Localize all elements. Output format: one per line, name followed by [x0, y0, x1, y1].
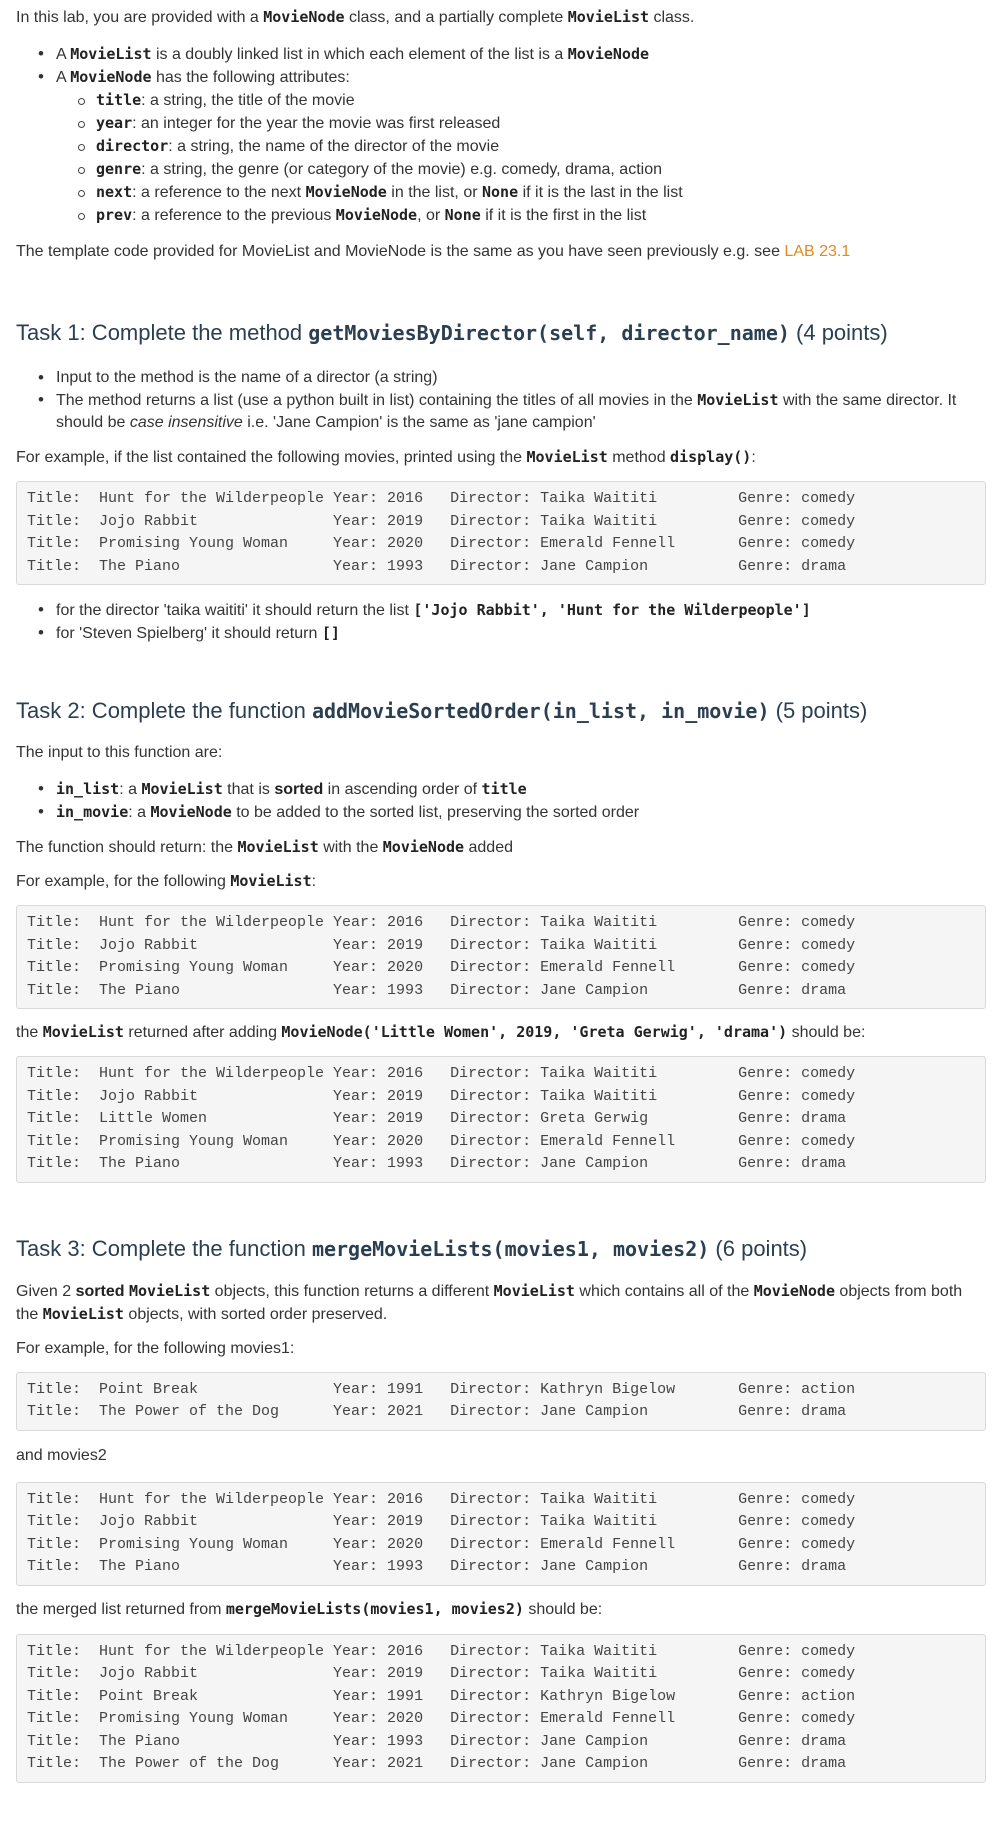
list-item: • for 'Steven Spielberg' it should return [] [16, 622, 986, 645]
list-item: • Input to the method is the name of a director (a string) [16, 367, 986, 389]
lab-link[interactable]: LAB 23.1 [784, 243, 851, 260]
task1-example-text: For example, if the list contained the following movies, printed using the MovieList method display(): [16, 448, 756, 466]
attribute-item: title: a string, the title of the movie [16, 89, 986, 112]
task3-and-movies2-text: and movies2 [16, 1446, 107, 1464]
task3-description: Given 2 sorted MovieList objects, this function returns a different MovieList which contains all of the MovieNode objects from both the MovieList objects, with sorted order preserved. [16, 1281, 963, 1323]
inline-code: MovieNode [263, 8, 345, 26]
inline-code: MovieList [567, 8, 650, 26]
task2-code-block-after: Title: Hunt for the Wilderpeople Year: 2016 Director: Taika Waititi Genre: comedy Title: Jojo Rabbit Year: 2019 Director: Taika Waititi Genre: comedy Title: Little Women Year: 2019 Director: Greta Gerwig Genre: drama Title: Promising Young Woman Year: 2020 Director: Emerald Fennell Genre: comedy Title: The Piano Year: 1993 Director: Jane Campion Genre: drama [16, 1056, 986, 1183]
task1-bullet-list [16, 367, 986, 434]
task3-code-block-movies2: Title: Hunt for the Wilderpeople Year: 2016 Director: Taika Waititi Genre: comedy Title: Jojo Rabbit Year: 2019 Director: Taika Waititi Genre: comedy Title: Promising Young Woman Year: 2020 Director: Emerald Fennell Genre: comedy Title: The Piano Year: 1993 Director: Jane Campion Genre: drama [16, 1482, 986, 1586]
template-note: The template code provided for MovieList and MovieNode is the same as you have seen previously e.g. see LAB 23.1 [16, 243, 851, 260]
inline-code: MovieNode [567, 45, 650, 63]
intro-paragraph: In this lab, you are provided with a MovieNode class, and a partially complete MovieList class. [16, 8, 695, 26]
task2-code-block-before: Title: Hunt for the Wilderpeople Year: 2016 Director: Taika Waititi Genre: comedy Title: Jojo Rabbit Year: 2019 Director: Taika Waititi Genre: comedy Title: Promising Young Woman Year: 2020 Director: Emerald Fennell Genre: comedy Title: The Piano Year: 1993 Director: Jane Campion Genre: drama [16, 905, 986, 1009]
attribute-list [56, 89, 986, 227]
task1-results-list [16, 599, 986, 645]
attribute-item: genre: a string, the genre (or category of the movie) e.g. comedy, drama, action [16, 158, 986, 181]
task1-code-block: Title: Hunt for the Wilderpeople Year: 2016 Director: Taika Waititi Genre: comedy Title: Jojo Rabbit Year: 2019 Director: Taika Waititi Genre: comedy Title: Promising Young Woman Year: 2020 Director: Emerald Fennell Genre: comedy Title: The Piano Year: 1993 Director: Jane Campion Genre: drama [16, 481, 986, 585]
list-item: • A MovieList is a doubly linked list in which each element of the list is a MovieNode [16, 43, 986, 66]
task3-code-block-merged: Title: Hunt for the Wilderpeople Year: 2016 Director: Taika Waititi Genre: comedy Title: Jojo Rabbit Year: 2019 Director: Taika Waititi Genre: comedy Title: Point Break Year: 1991 Director: Kathryn Bigelow Genre: action Title: Promising Young Woman Year: 2020 Director: Emerald Fennell Genre: comedy Title: The Piano Year: 1993 Director: Jane Campion Genre: drama Title: The Power of the Dog Year: 2021 Director: Jane Campion Genre: drama [16, 1634, 986, 1783]
task2-inputs-list [16, 778, 986, 824]
attribute-item: prev: a reference to the previous MovieNode, or None if it is the first in the list [16, 204, 986, 227]
list-item: • in_movie: a MovieNode to be added to the sorted list, preserving the sorted order [16, 801, 986, 824]
inline-code: MovieList [70, 45, 152, 63]
attribute-item: director: a string, the name of the director of the movie [16, 135, 986, 158]
task2-after-text: the MovieList returned after adding MovieNode('Little Women', 2019, 'Greta Gerwig', 'drama') should be: [16, 1023, 866, 1041]
task2-example-text: For example, for the following MovieList: [16, 872, 317, 890]
task2-inputs-intro: The input to this function are: [16, 744, 223, 761]
task3-merged-text: the merged list returned from mergeMovieLists(movies1, movies2) should be: [16, 1599, 603, 1618]
task2-returns-text: The function should return: the MovieList with the MovieNode added [16, 838, 513, 856]
task2-heading: Task 2: Complete the function addMovieSortedOrder(in_list, in_movie) (5 points) [16, 698, 868, 723]
task1-heading: Task 1: Complete the method getMoviesByDirector(self, director_name) (4 points) [16, 320, 888, 345]
list-item: • The method returns a list (use a python built in list) containing the titles of all movies in the MovieList with the same director. It should be case insensitive i.e. 'Jane Campion' is the same as 'jane campion' [16, 389, 986, 434]
list-item: • for the director 'taika waititi' it should return the list ['Jojo Rabbit', 'Hunt for the Wilderpeople'] [16, 599, 986, 622]
intro-bullet-list [16, 43, 986, 227]
list-item: • in_list: a MovieList that is sorted in ascending order of title [16, 778, 986, 801]
attribute-item: year: an integer for the year the movie was first released [16, 112, 986, 135]
inline-code: MovieNode [70, 68, 152, 86]
task3-example-text: For example, for the following movies1: [16, 1339, 295, 1357]
attribute-item: next: a reference to the next MovieNode in the list, or None if it is the last in the list [16, 181, 986, 204]
task3-heading: Task 3: Complete the function mergeMovieLists(movies1, movies2) (6 points) [16, 1235, 808, 1261]
task3-code-block-movies1: Title: Point Break Year: 1991 Director: Kathryn Bigelow Genre: action Title: The Power of the Dog Year: 2021 Director: Jane Campion Genre: drama [16, 1372, 986, 1431]
list-item: • A MovieNode has the following attributes: title: a string, the title of the movie year: an integer for the year the movie was first released director: a string, the name of the director of the movie genre: a string, the genre (or category of the movie) e.g. comedy, drama, action next: a reference to the next MovieNode in the list, or None if it is the last in the list prev: a reference to the previous MovieNode, or None if it is the first in the list [16, 66, 986, 227]
